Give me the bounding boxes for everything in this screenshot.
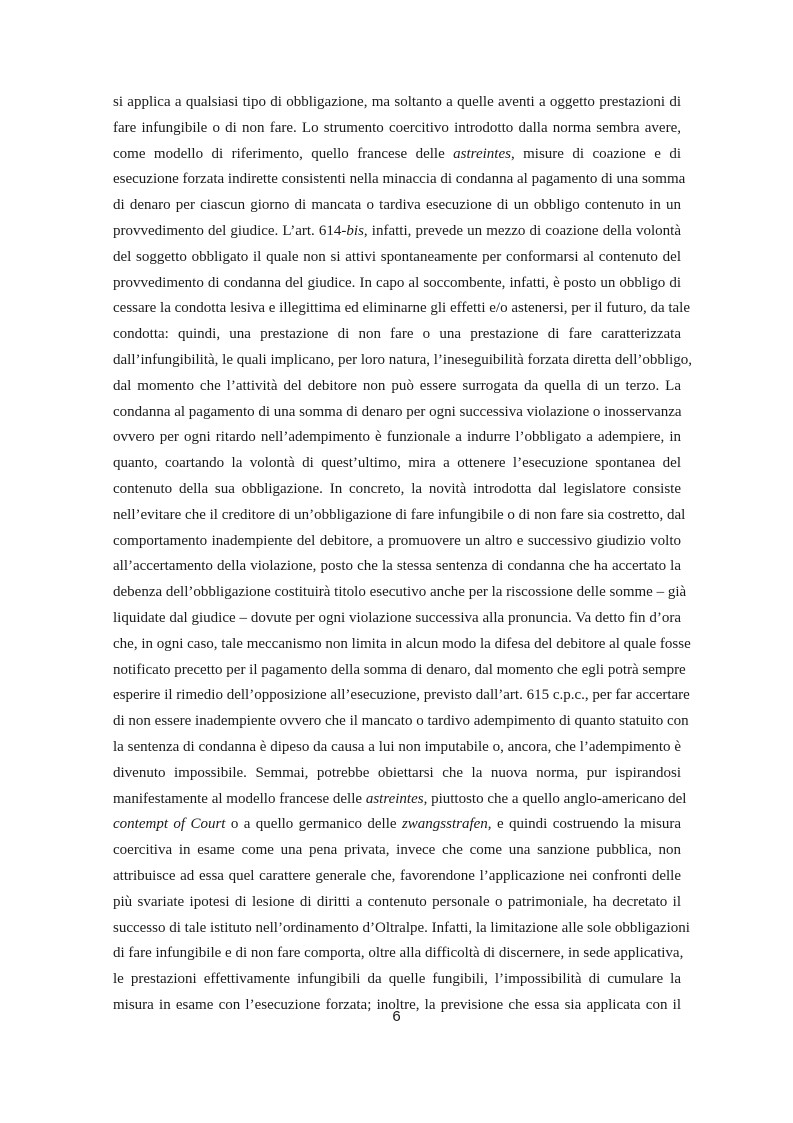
- text-run: comportamento inadempiente del debitore, a promuovere un altro e successivo giudizio volto: [113, 532, 681, 549]
- text-run: coercitiva in esame come una pena privata, invece che come una sanzione pubblica, non: [113, 842, 681, 859]
- text-run: liquidate dal giudice – dovute per ogni violazione successiva alla pronuncia. Va detto fin d’ora: [113, 609, 681, 626]
- text-line: [113, 838, 681, 864]
- text-line: [113, 632, 691, 658]
- text-line: [113, 296, 691, 322]
- text-run: del soggetto obbligato il quale non si attivi spontaneamente per conformarsi al contenuto del: [113, 248, 681, 265]
- text-run: attribuisce ad essa quel carattere generale che, favorendone l’applicazione nei confronti delle: [113, 867, 681, 884]
- text-run: quanto, coartando la volontà di quest’ultimo, mira a ottenere l’esecuzione spontanea del: [113, 455, 681, 472]
- text-run: contenuto della sua obbligazione. In concreto, la novità introdotta dal legislatore consiste: [113, 480, 681, 497]
- page-number: 6: [392, 1008, 401, 1025]
- text-run: , infatti, prevede un mezzo di coazione della volontà: [363, 222, 681, 239]
- italic-term: contempt of Court: [113, 816, 226, 833]
- text-run: di denaro per ciascun giorno di mancata o tardiva esecuzione di un obbligo contenuto in un: [113, 197, 681, 214]
- text-run: dal momento che l’attività del debitore non può essere surrogata da quella di un terzo. La: [113, 377, 681, 394]
- text-line: [113, 425, 681, 451]
- text-line: [113, 529, 681, 555]
- text-line: [113, 787, 687, 813]
- text-run: debenza dell’obbligazione costituirà titolo esecutivo anche per la riscossione delle somme – già: [113, 584, 687, 601]
- text-run: come modello di riferimento, quello francese delle: [113, 145, 454, 162]
- text-run: misura in esame con l’esecuzione forzata; inoltre, la previsione che essa sia applicata con il: [113, 996, 681, 1013]
- text-line: [113, 477, 681, 503]
- text-run: successo di tale istituto nell’ordinamento d’Oltralpe. Infatti, la limitazione alle sole obbligazioni: [113, 919, 690, 936]
- text-run: o a quello germanico delle: [225, 816, 402, 833]
- text-line: [113, 503, 686, 529]
- body-text: [113, 90, 692, 1019]
- text-line: [113, 580, 687, 606]
- text-run: , misure di coazione e di: [510, 145, 681, 162]
- text-run: nell’evitare che il creditore di un’obbligazione di fare infungibile o di non fare sia costretto, dal: [113, 506, 686, 523]
- italic-term: astreintes: [453, 145, 511, 162]
- text-run: cessare la condotta lesiva e illegittima ed eliminarne gli effetti e/o astenersi, per il futuro, da tale: [113, 300, 691, 317]
- text-line: [113, 322, 681, 348]
- text-run: esperire il rimedio dell’opposizione all’esecuzione, previsto dall’art. 615 c.p.c., per far accertare: [113, 687, 690, 704]
- text-line: [113, 916, 690, 942]
- italic-term: astreintes: [365, 790, 424, 807]
- text-run: si applica a qualsiasi tipo di obbligazione, ma soltanto a quelle aventi a oggetto prestazioni di: [113, 94, 681, 110]
- text-line: [113, 271, 681, 297]
- text-line: [113, 193, 681, 219]
- text-run: esecuzione forzata indirette consistenti nella minaccia di condanna al pagamento di una somma: [113, 171, 686, 188]
- text-run: più svariate ipotesi di lesione di diritti a contenuto personale o patrimoniale, ha decretato il: [113, 893, 681, 910]
- text-line: [113, 864, 681, 890]
- text-run: che, in ogni caso, tale meccanismo non limita in alcun modo la difesa del debitore al quale fosse: [113, 635, 691, 652]
- text-line: [113, 219, 681, 245]
- text-run: dall’infungibilità, le quali implicano, per loro natura, l’ineseguibilità forzata diretta dell’obbligo,: [113, 351, 692, 368]
- text-run: manifestamente al modello francese delle: [113, 790, 366, 807]
- text-run: divenuto impossibile. Semmai, potrebbe obiettarsi che la nuova norma, pur ispirandosi: [113, 764, 681, 781]
- text-line: [113, 683, 690, 709]
- italic-term: zwangsstrafen: [401, 816, 488, 833]
- text-run: le prestazioni effettivamente infungibili da quelle fungibili, l’impossibilità di cumulare la: [113, 971, 681, 988]
- text-line: [113, 967, 681, 993]
- text-line: [113, 90, 681, 116]
- text-run: all’accertamento della violazione, posto che la stessa sentenza di condanna che ha accertato la: [113, 558, 681, 575]
- text-line: [113, 554, 681, 580]
- text-line: [113, 116, 681, 142]
- text-line: [113, 142, 681, 168]
- text-line: [113, 812, 681, 838]
- text-line: [113, 709, 689, 735]
- text-line: [113, 245, 681, 271]
- text-run: provvedimento di condanna del giudice. In capo al soccombente, infatti, è posto un obbligo di: [113, 274, 681, 291]
- text-line: [113, 890, 681, 916]
- text-line: [113, 658, 686, 684]
- text-run: condanna al pagamento di una somma di denaro per ogni successiva violazione o inosservanza: [113, 403, 682, 420]
- text-line: [113, 761, 681, 787]
- text-run: provvedimento del giudice. L’art. 614-: [113, 222, 347, 239]
- text-run: condotta: quindi, una prestazione di non fare o una prestazione di fare caratterizzata: [113, 326, 681, 343]
- text-run: ovvero per ogni ritardo nell’adempimento è funzionale a indurre l’obbligato a adempiere, in: [113, 429, 681, 446]
- text-run: fare infungibile o di non fare. Lo strumento coercitivo introdotto dalla norma sembra avere,: [113, 119, 681, 136]
- text-line: [113, 606, 681, 632]
- italic-term: bis: [346, 222, 364, 239]
- text-line: [113, 167, 686, 193]
- text-run: , e quindi costruendo la misura: [487, 816, 681, 833]
- text-run: , piuttosto che a quello anglo-americano del: [423, 790, 687, 807]
- text-run: di fare infungibile e di non fare comporta, oltre alla difficoltà di discernere, in sede applicativa,: [113, 945, 684, 962]
- text-run: di non essere inadempiente ovvero che il mancato o tardivo adempimento di quanto statuito con: [113, 713, 689, 730]
- text-line: [113, 348, 692, 374]
- text-line: [113, 400, 681, 426]
- text-run: la sentenza di condanna è dipeso da causa a lui non imputabile o, ancora, che l’adempimento è: [113, 738, 681, 755]
- text-line: [113, 451, 681, 477]
- text-line: [113, 374, 681, 400]
- text-line: [113, 735, 681, 761]
- text-run: notificato precetto per il pagamento della somma di denaro, dal momento che egli potrà sempre: [113, 661, 686, 678]
- text-line: [113, 941, 684, 967]
